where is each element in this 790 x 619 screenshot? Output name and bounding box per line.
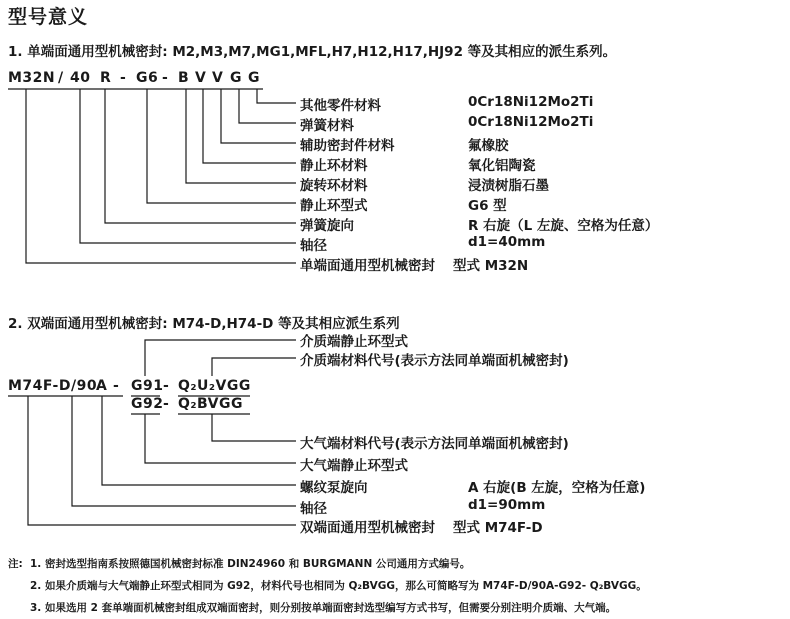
- section2-code-dash2: -: [163, 378, 170, 394]
- s2-row-value: d1=90mm: [468, 497, 546, 513]
- note-item: 1. 密封选型指南系按照德国机械密封标准 DIN24960 和 BURGMANN 公司通用方式编号。: [30, 558, 471, 570]
- s1-row-label: 静止环材料: [300, 158, 368, 174]
- s2-row-label: 双端面通用型机械密封: [300, 520, 435, 536]
- leader-line: [257, 89, 296, 103]
- section1-code-r: R: [100, 70, 112, 86]
- section1-code-slash: /: [58, 70, 64, 86]
- section2-code-q1: Q₂U₂VGG: [178, 378, 251, 394]
- section1-code-g2: G: [248, 70, 260, 86]
- s1-row-value: 型式 M32N: [453, 258, 529, 274]
- s1-row-label: 弹簧旋向: [300, 218, 354, 234]
- s1-row-label: 轴径: [300, 238, 327, 254]
- section2-code-dash1: -: [113, 378, 120, 394]
- section2-code-dash3: -: [163, 396, 170, 412]
- page-title: 型号意义: [8, 6, 89, 28]
- s2-row-label: 大气端静止环型式: [300, 458, 408, 474]
- s1-row-value: 氧化铝陶瓷: [468, 158, 536, 174]
- s2-row-label: 螺纹泵旋向: [300, 480, 368, 496]
- s1-row-label: 其他零件材料: [300, 98, 381, 114]
- note-item: 2. 如果介质端与大气端静止环型式相同为 G92，材料代号也相同为 Q₂BVGG，那么可简略写为 M74F-D/90A-G92- Q₂BVGG。: [30, 580, 647, 592]
- s1-row-label: 静止环型式: [300, 198, 368, 214]
- s1-row-value: d1=40mm: [468, 234, 546, 250]
- s1-row-value: 浸渍树脂石墨: [468, 178, 549, 194]
- s1-row-label: 辅助密封件材料: [300, 138, 395, 154]
- s1-row-label: 弹簧材料: [300, 118, 354, 134]
- section2-code-g92: G92: [131, 396, 164, 412]
- notes-prefix: 注:: [8, 558, 23, 570]
- section1-code-m32n: M32N: [8, 70, 56, 86]
- leader-line: [203, 89, 296, 163]
- s2-top-row-label: 介质端材料代号(表示方法同单端面机械密封): [300, 353, 569, 369]
- s2-top-row-label: 介质端静止环型式: [300, 334, 408, 350]
- section1-code-dash1: -: [120, 70, 127, 86]
- section1-code-dash2: -: [162, 70, 169, 86]
- section1-code-b: B: [178, 70, 190, 86]
- leader-line: [221, 89, 296, 143]
- leader-line: [212, 414, 296, 441]
- leader-line: [72, 396, 296, 506]
- section1-code-40: 40: [70, 70, 91, 86]
- section1-code-g6: G6: [136, 70, 159, 86]
- leader-line: [145, 414, 296, 463]
- section2-code-main: M74F-D/90: [8, 378, 98, 394]
- s1-row-value: 0Cr18Ni12Mo2Ti: [468, 94, 594, 110]
- s2-row-value: 型式 M74F-D: [453, 520, 543, 536]
- leader-line: [239, 89, 296, 123]
- s1-row-label: 单端面通用型机械密封: [300, 258, 435, 274]
- section1-code-v1: V: [195, 70, 207, 86]
- s2-row-label: 大气端材料代号(表示方法同单端面机械密封): [300, 436, 569, 452]
- note-item: 3. 如果选用 2 套单端面机械密封组成双端面密封，则分别按单端面密封选型编写方式书写，但需要分别注明介质端、大气端。: [30, 602, 617, 614]
- s2-row-label: 轴径: [300, 501, 327, 517]
- section1-heading: 1. 单端面通用型机械密封: M2,M3,M7,MG1,MFL,H7,H12,H17,HJ92 等及其相应的派生系列。: [8, 44, 617, 60]
- s2-row-value: A 右旋(B 左旋，空格为任意): [468, 480, 646, 496]
- leader-line: [26, 89, 296, 263]
- section1-code-g1: G: [230, 70, 242, 86]
- s1-row-value: 0Cr18Ni12Mo2Ti: [468, 114, 594, 130]
- leader-line: [212, 358, 296, 376]
- s1-row-value: G6 型: [468, 198, 507, 214]
- s1-row-value: 氟橡胶: [468, 138, 509, 154]
- section2-heading: 2. 双端面通用型机械密封: M74-D,H74-D 等及其相应派生系列: [8, 316, 400, 332]
- section2-code-g91: G91: [131, 378, 164, 394]
- s1-row-value: R 右旋（L 左旋、空格为任意）: [468, 218, 659, 234]
- section1-code-v2: V: [212, 70, 224, 86]
- section2-code-q2: Q₂BVGG: [178, 396, 243, 412]
- leader-line: [80, 89, 296, 243]
- section2-code-a: A: [96, 378, 108, 394]
- s1-row-label: 旋转环材料: [300, 178, 368, 194]
